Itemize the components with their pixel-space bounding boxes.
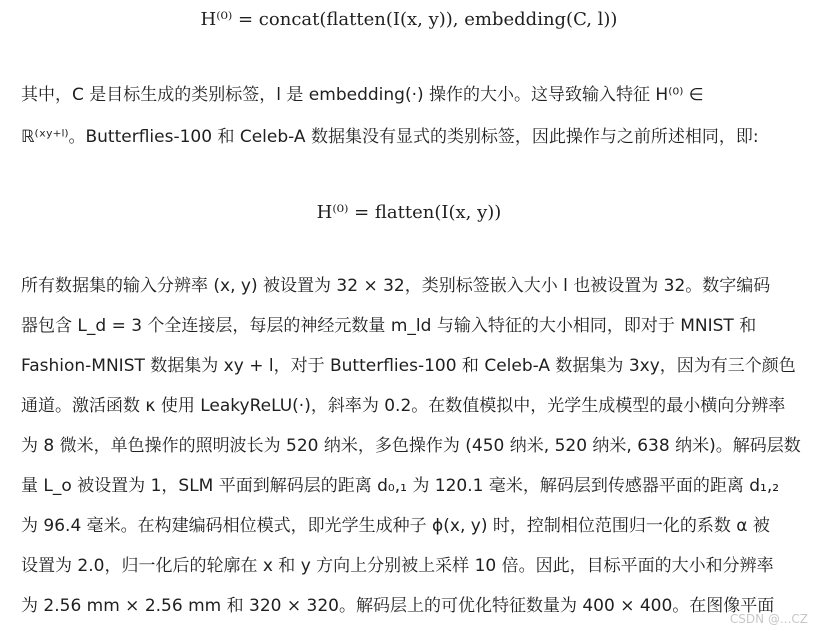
paragraph-line: 所有数据集的输入分辨率 (x, y) 被设置为 32 × 32，类别标签嵌入大小 l 也被设置为 32。数字编码 [21,276,771,296]
paragraph-line: 为 2.56 mm × 2.56 mm 和 320 × 320。解码层上的可优化特征数量为 400 × 400。在图像平面 [21,596,775,616]
paragraph-line: ℝ⁽ˣʸ⁺ˡ⁾。Butterflies-100 和 Celeb-A 数据集没有显式的类别标签，因此操作与之前所述相同，即: [21,127,759,147]
paragraph-2 [21,266,801,626]
equation-1: H⁽⁰⁾ = concat(flatten(I(x, y)), embedding(C, l)) [200,9,618,30]
paragraph-line: 其中，C 是目标生成的类别标签，l 是 embedding(·) 操作的大小。这导致输入特征 H⁽⁰⁾ ∈ [21,85,704,105]
paragraph-1 [21,74,801,158]
paragraph-line: 为 96.4 毫米。在构建编码相位模式，即光学生成种子 ϕ(x, y) 时，控制相位范围归一化的系数 α 被 [21,516,770,536]
equation-2: H⁽⁰⁾ = flatten(I(x, y)) [316,202,502,223]
paragraph-line: 器包含 L_d = 3 个全连接层，每层的神经元数量 m_ld 与输入特征的大小相同，即对于 MNIST 和 [21,316,757,336]
paragraph-line: 通道。激活函数 κ 使用 LeakyReLU(·)，斜率为 0.2。在数值模拟中，光学生成模型的最小横向分辨率 [21,396,786,416]
paragraph-line: 设置为 2.0，归一化后的轮廓在 x 和 y 方向上分别被上采样 10 倍。因此，目标平面的大小和分辨率 [21,556,774,576]
paragraph-line: 为 8 微米，单色操作的照明波长为 520 纳米，多色操作为 (450 纳米, 520 纳米, 638 纳米)。解码层数 [21,436,801,456]
watermark: CSDN @...CZ [729,612,808,626]
paragraph-line: Fashion-MNIST 数据集为 xy + l，对于 Butterflies-100 和 Celeb-A 数据集为 3xy，因为有三个颜色 [21,356,796,376]
paragraph-line: 量 L_o 被设置为 1，SLM 平面到解码层的距离 d₀,₁ 为 120.1 毫米，解码层到传感器平面的距离 d₁,₂ [21,476,780,496]
